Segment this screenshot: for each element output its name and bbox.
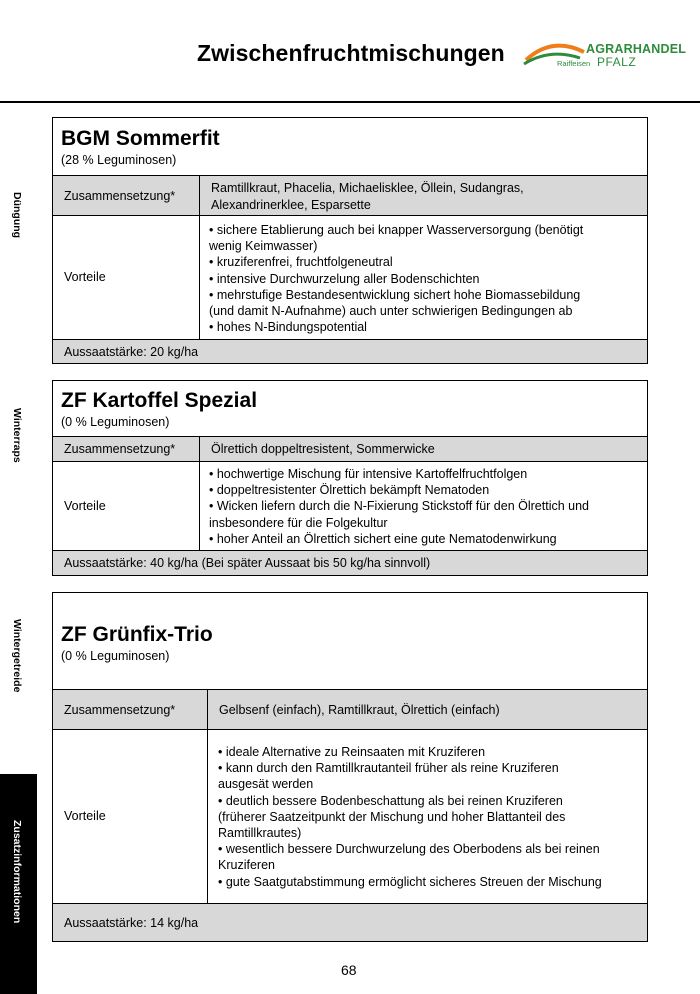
seed-rate-row: [53, 550, 647, 575]
product-legumes: (28 % Leguminosen): [61, 153, 177, 167]
advantage-item: • ideale Alternative zu Reinsaaten mit Kruziferen: [218, 745, 486, 759]
advantages-list: [209, 466, 589, 547]
page-number: 68: [341, 962, 357, 978]
advantages-row: [53, 461, 647, 550]
advantage-item: Kruziferen: [218, 858, 275, 873]
advantage-item: • gute Saatgutabstimmung ermöglicht sicheres Streuen der Mischung: [218, 874, 602, 889]
composition-label: Zusammensetzung*: [64, 703, 176, 717]
advantage-item: • deutlich bessere Bodenbeschattung als bei reinen Kruziferen: [218, 793, 563, 808]
composition-row: [53, 175, 647, 215]
side-tab-zusatzinformationen[interactable]: Zusatzinformationen: [11, 820, 23, 924]
company-logo: [522, 38, 688, 72]
advantages-list: [218, 744, 602, 890]
composition-value: Gelbsenf (einfach), Ramtillkraut, Ölrettich (einfach): [219, 703, 500, 717]
advantage-item: (und damit N-Aufnahme) auch unter schwierigen Bedingungen ab: [209, 304, 573, 319]
advantages-label: Vorteile: [64, 809, 106, 823]
advantages-row: [53, 215, 647, 339]
advantage-item: wenig Keimwasser): [209, 239, 318, 254]
product-legumes: (0 % Leguminosen): [61, 649, 170, 663]
seed-rate-row: [53, 903, 647, 941]
advantage-item: • sichere Etablierung auch bei knapper Wasserversorgung (benötigt: [209, 223, 584, 237]
advantage-item: • hoher Anteil an Ölrettich sichert eine gute Nematodenwirkung: [209, 531, 557, 546]
advantage-item: • intensive Durchwurzelung aller Bodenschichten: [209, 271, 480, 286]
page-title: Zwischenfruchtmischungen: [197, 40, 505, 66]
composition-value: Ramtillkraut, Phacelia, Michaelisklee, Öllein, Sudangras, Alexandrinerklee, Esparsette: [211, 181, 524, 212]
side-tab-winterraps[interactable]: Winterraps: [11, 408, 23, 463]
advantage-item: • hohes N-Bindungspotential: [209, 320, 367, 335]
advantage-item: • kruziferenfrei, fruchtfolgeneutral: [209, 255, 393, 270]
logo-brand-region: PFALZ: [597, 55, 637, 69]
composition-row: [53, 436, 647, 461]
product-card-zf-kartoffel-spezial: [52, 380, 648, 576]
advantages-label: Vorteile: [64, 499, 106, 513]
advantage-item: • kann durch den Ramtillkrautanteil früher als reine Kruziferen: [218, 761, 559, 776]
advantages-list: [209, 222, 583, 335]
advantages-label: Vorteile: [64, 270, 106, 284]
advantage-item: (früherer Saatzeitpunkt der Mischung und hoher Blattanteil des: [218, 809, 566, 824]
seed-rate: Aussaatstärke: 14 kg/ha: [64, 916, 199, 930]
side-tab-duengung[interactable]: Düngung: [11, 192, 23, 239]
logo-brand-top: AGRARHANDEL: [586, 42, 687, 56]
header-divider: [0, 101, 700, 103]
seed-rate-row: [53, 339, 647, 363]
product-title: ZF Kartoffel Spezial: [61, 389, 258, 412]
advantage-item: • doppeltresistenter Ölrettich bekämpft Nematoden: [209, 483, 490, 498]
advantages-row: [53, 729, 647, 903]
advantage-item: ausgesät werden: [218, 777, 314, 792]
advantage-item: Ramtillkrautes): [218, 826, 302, 841]
composition-label: Zusammensetzung*: [64, 189, 176, 203]
product-title: ZF Grünfix-Trio: [61, 623, 213, 646]
product-card-bgm-sommerfit: [52, 117, 648, 364]
logo-brand-sub: Raiffeisen: [557, 59, 591, 68]
advantage-item: • wesentlich bessere Durchwurzelung des Oberbodens als bei reinen: [218, 842, 600, 857]
side-tab-wintergetreide[interactable]: Wintergetreide: [11, 619, 23, 693]
seed-rate: Aussaatstärke: 40 kg/ha (Bei später Aussaat bis 50 kg/ha sinnvoll): [64, 556, 431, 570]
composition-value: Ölrettich doppeltresistent, Sommerwicke: [211, 442, 435, 456]
composition-label: Zusammensetzung*: [64, 442, 176, 456]
seed-rate: Aussaatstärke: 20 kg/ha: [64, 345, 199, 359]
composition-row: [53, 689, 647, 729]
advantage-item: • Wicken liefern durch die N-Fixierung Stickstoff für den Ölrettich und: [209, 499, 589, 514]
advantage-item: insbesondere für die Folgekultur: [209, 515, 388, 530]
product-legumes: (0 % Leguminosen): [61, 415, 170, 429]
advantage-item: • hochwertige Mischung für intensive Kartoffelfruchtfolgen: [209, 467, 528, 481]
product-title: BGM Sommerfit: [61, 127, 220, 150]
product-card-zf-gruenfix-trio: [52, 592, 648, 942]
advantage-item: • mehrstufige Bestandesentwicklung sichert hohe Biomassebildung: [209, 287, 581, 302]
